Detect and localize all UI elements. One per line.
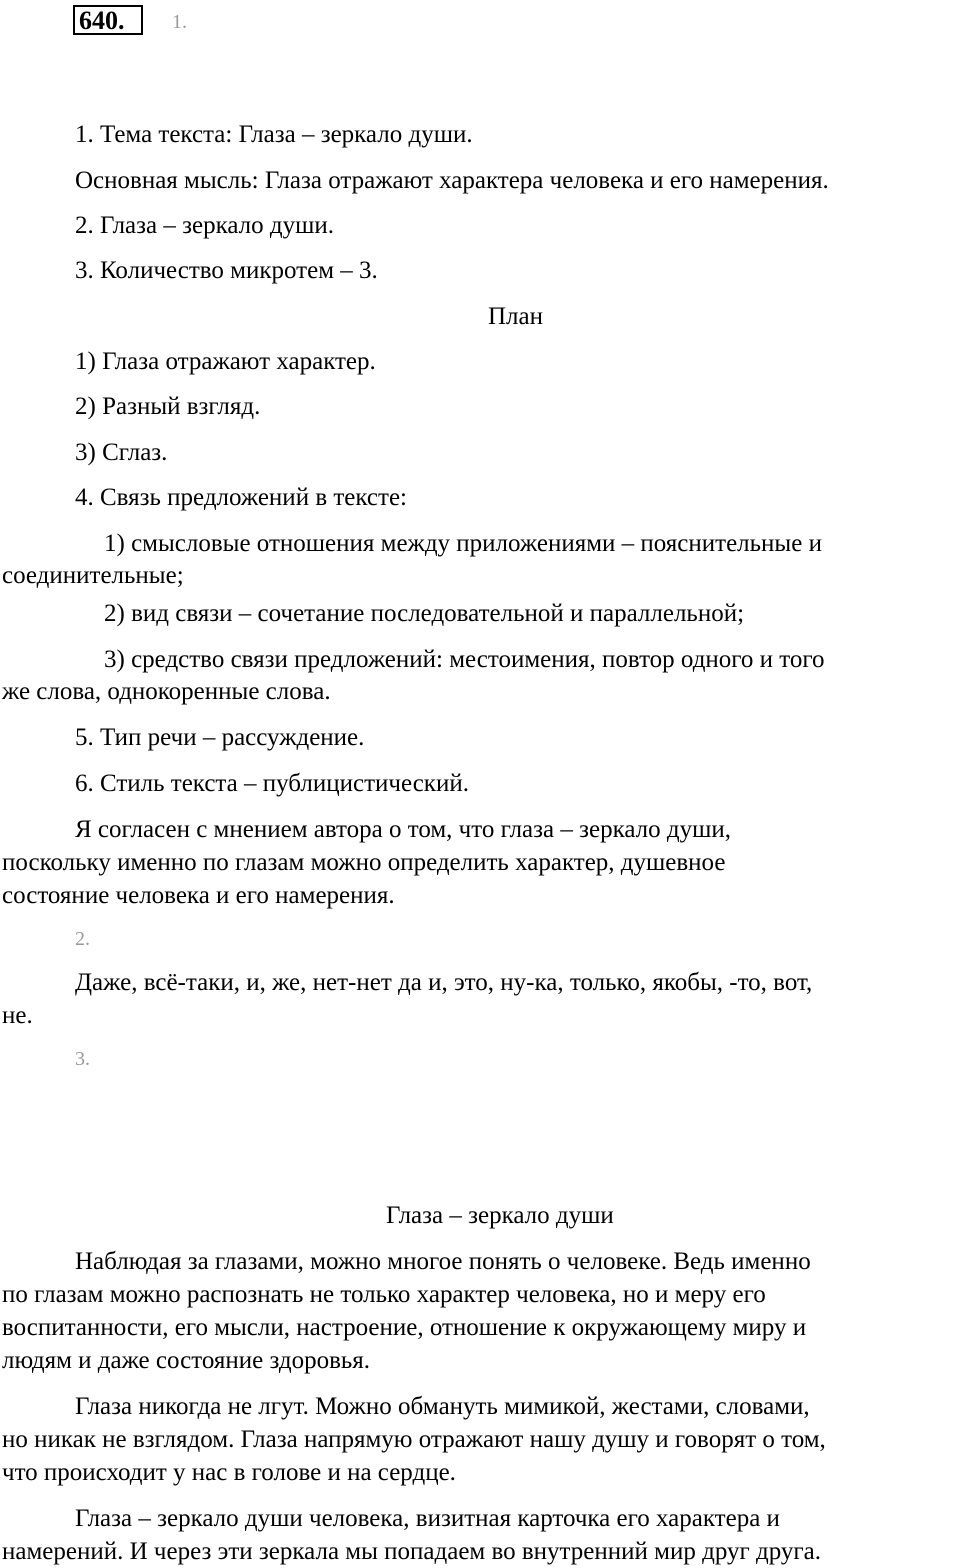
microtopics-line: 3. Количество микротем – 3. xyxy=(75,257,378,284)
essay-paragraph-line: что происходит у нас в голове и на сердце. xyxy=(2,1459,456,1486)
essay-paragraph-line: Наблюдая за глазами, можно многое понять о человеке. Ведь именно xyxy=(75,1248,811,1275)
essay-paragraph-line: воспитанности, его мысли, настроение, отношение к окружающему миру и xyxy=(2,1314,807,1341)
essay-paragraph-line: Глаза никогда не лгут. Можно обмануть мимикой, жестами, словами, xyxy=(75,1393,810,1420)
text-style-line: 6. Стиль текста – публицистический. xyxy=(75,770,469,797)
particles-line-cont: не. xyxy=(2,1002,33,1029)
connection-title: 4. Связь предложений в тексте: xyxy=(75,484,407,511)
essay-paragraph-line: людям и даже состояние здоровья. xyxy=(2,1347,371,1374)
task-1-mark: 1. xyxy=(172,11,187,33)
plan-item: 1) Глаза отражают характер. xyxy=(75,348,376,375)
plan-title: План xyxy=(488,303,544,330)
particles-line: Даже, всё-таки, и, же, нет-нет да и, это, ну-ка, только, якобы, -то, вот, xyxy=(75,969,813,996)
task-3-mark: 3. xyxy=(75,1048,90,1070)
connection-item-3-cont: же слова, однокоренные слова. xyxy=(2,678,331,705)
connection-item-2: 2) вид связи – сочетание последовательной и параллельной; xyxy=(104,600,745,627)
opinion-line: состояние человека и его намерения. xyxy=(2,882,395,909)
task-2-mark: 2. xyxy=(75,928,90,950)
essay-paragraph-line: по глазам можно распознать не только характер человека, но и меру его xyxy=(2,1281,766,1308)
connection-item-3: 3) средство связи предложений: местоимения, повтор одного и того xyxy=(104,646,825,673)
main-idea-line: Основная мысль: Глаза отражают характера человека и его намерения. xyxy=(75,167,829,194)
connection-item-1-cont: соединительные; xyxy=(2,562,184,589)
opinion-line: Я согласен с мнением автора о том, что глаза – зеркало души, xyxy=(75,816,732,843)
connection-item-1: 1) смысловые отношения между приложениями – пояснительные и xyxy=(104,530,822,557)
essay-title: Глаза – зеркало души xyxy=(386,1202,614,1229)
plan-item: 2) Разный взгляд. xyxy=(75,393,261,420)
title-line: 2. Глаза – зеркало души. xyxy=(75,212,334,239)
essay-paragraph-line: намерений. И через эти зеркала мы попадаем во внутренний мир друг друга. xyxy=(2,1538,821,1565)
speech-type-line: 5. Тип речи – рассуждение. xyxy=(75,724,365,751)
essay-paragraph-line: Глаза – зеркало души человека, визитная карточка его характера и xyxy=(75,1505,780,1532)
exercise-number: 640. xyxy=(73,5,143,35)
theme-line: 1. Тема текста: Глаза – зеркало души. xyxy=(75,121,473,148)
opinion-line: поскольку именно по глазам можно определить характер, душевное xyxy=(2,849,726,876)
essay-paragraph-line: но никак не взглядом. Глаза напрямую отражают нашу душу и говорят о том, xyxy=(2,1426,826,1453)
plan-item: 3) Сглаз. xyxy=(75,439,168,466)
